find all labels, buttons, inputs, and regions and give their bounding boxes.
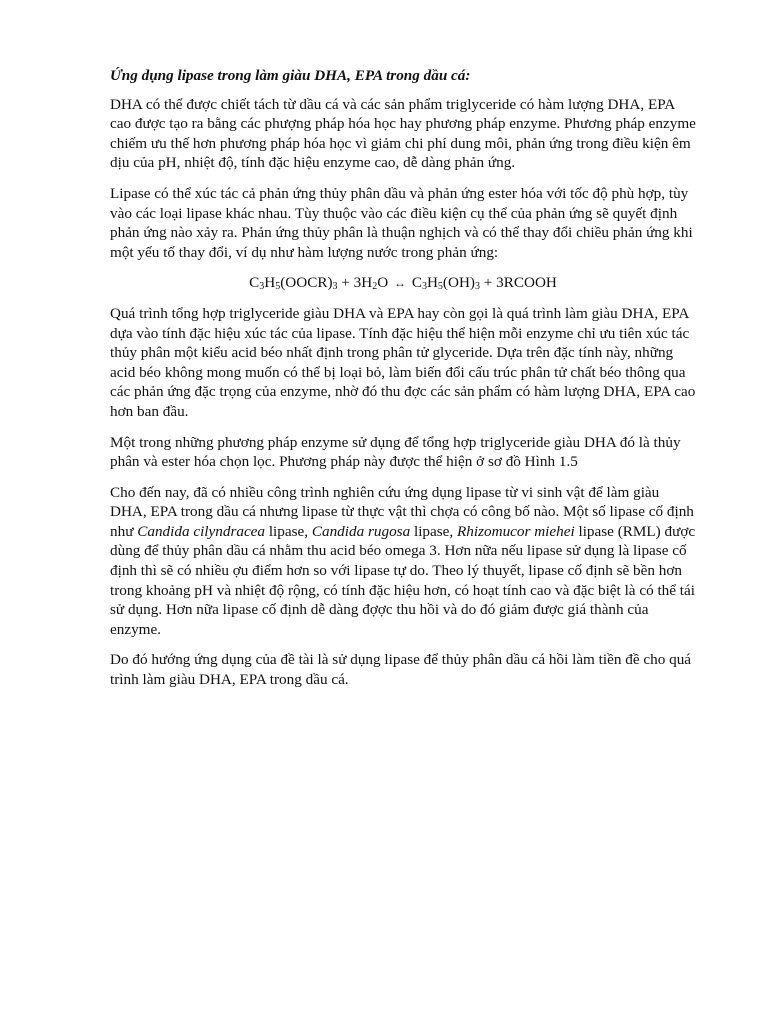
eq-sub: 5: [275, 281, 281, 293]
heading-rest-part: lipase trong làm giàu DHA, EPA trong dầu cá:: [173, 67, 471, 84]
eq-sub: 3: [332, 281, 338, 293]
eq-part: C: [408, 274, 422, 292]
p5-text: lipase,: [410, 522, 457, 540]
paragraph-1: DHA có thể được chiết tách từ dầu cá và các sản phẩm triglyceride có hàm lượng DHA, EPA cao được tạo ra bằng các phượng pháp hóa học hay phương pháp enzyme. Phương pháp enzyme chiếm ưu thế hơn phương pháp hóa học vì giảm chi phí dung môi, phản ứng trong điều kiện êm dịu của pH, nhiệt độ, tính đặc hiệu enzyme cao, dễ dàng phản ứng.: [110, 95, 696, 172]
eq-part: (OOCR): [280, 274, 333, 292]
eq-sub: 2: [372, 281, 378, 293]
eq-part: + 3RCOOH: [479, 274, 557, 292]
eq-part: + 3H: [337, 274, 373, 292]
eq-sub: 3: [474, 281, 480, 293]
heading-italic-part: Ứng dụng: [110, 67, 174, 84]
paragraph-4: Một trong những phương pháp enzyme sử dụng để tổng hợp triglyceride giàu DHA đó là thủy phân và ester hóa chọn lọc. Phương pháp này được thể hiện ở sơ đồ Hình 1.5: [110, 433, 681, 471]
paragraph-3: Quá trình tổng hợp triglyceride giàu DHA và EPA hay còn gọi là quá trình làm giàu DHA, EPA dựa vào tính đặc hiệu xúc tác của lipase. Tính đặc hiệu thể hiện mỗi enzyme chỉ ưu tiên xúc tác thủy phân một kiểu acid béo nhất định trong phân tử glyceride. Dựa trên đặc tính này, những acid béo không mong muốn có thể bị loại bỏ, làm biến đổi cấu trúc phân tử chất béo thông qua các phản ứng đặc trọng của enzyme, nhờ đó thu đợc các sản phẩm có hàm lượng DHA, EPA cao hơn ban đầu.: [110, 304, 696, 420]
eq-sub: 3: [421, 281, 427, 293]
species-name: Candida cilyndracea: [137, 522, 266, 540]
p5-text: lipase,: [265, 522, 312, 540]
p5-text: Cho đến nay, đã có nhiều công trình nghiên cứu ứng dụng lipase từ vi sinh vật để làm giàu DHA, EPA trong dầu cá nhưng lipase từ thực vật thì chợa có công bố nào. Một số lipase cố định như: [110, 483, 694, 540]
eq-part: C: [249, 274, 260, 292]
eq-part: H: [426, 274, 438, 292]
eq-sub: 3: [259, 281, 265, 293]
p5-text: lipase (RML) được dùng để thủy phân dầu cá nhằm thu acid béo omega 3. Hơn nữa nếu lipase sử dụng là lipase cố định thì sẽ có nhiều ợu điểm hơn so với lipase tự do. Theo lý thuyết, lipase cố định sẽ bền hơn trong khoảng pH và nhiệt độ rộng, có tính đặc hiệu hơn, có hoạt tính cao và đặc biệt là có thể tái sử dụng. Hơn nữa lipase cố định dễ dàng đợợc thu hồi và do đó giảm được giá thành của enzyme.: [110, 522, 696, 638]
eq-sub: 5: [437, 281, 443, 293]
document-page: [110, 66, 696, 701]
reversible-arrow-icon: ↔: [394, 276, 407, 291]
eq-part: O: [377, 274, 393, 292]
paragraph-5: [110, 483, 696, 640]
species-name: Rhizomucor miehei: [457, 522, 575, 540]
eq-part: H: [264, 274, 276, 292]
section-heading: [110, 66, 696, 86]
hydrolysis-equation: [110, 273, 696, 294]
species-name: Candida rugosa: [311, 522, 411, 540]
paragraph-2: Lipase có thể xúc tác cả phản ứng thủy phân dầu và phản ứng ester hóa với tốc độ phù hợp, tùy vào các loại lipase khác nhau. Tùy thuộc vào các điều kiện cụ thể của phản ứng sẽ quyết định phản ứng nào xảy ra. Phản ứng thủy phân là thuận nghịch và có thể thay đổi chiều phản ứng khi một yếu tố thay đổi, ví dụ như hàm lượng nước trong phản ứng:: [110, 184, 693, 261]
paragraph-6: Do đó hướng ứng dụng của đề tài là sử dụng lipase để thủy phân dầu cá hồi làm tiền đề cho quá trình làm giàu DHA, EPA trong dầu cá.: [110, 651, 692, 689]
eq-part: (OH): [442, 274, 475, 292]
